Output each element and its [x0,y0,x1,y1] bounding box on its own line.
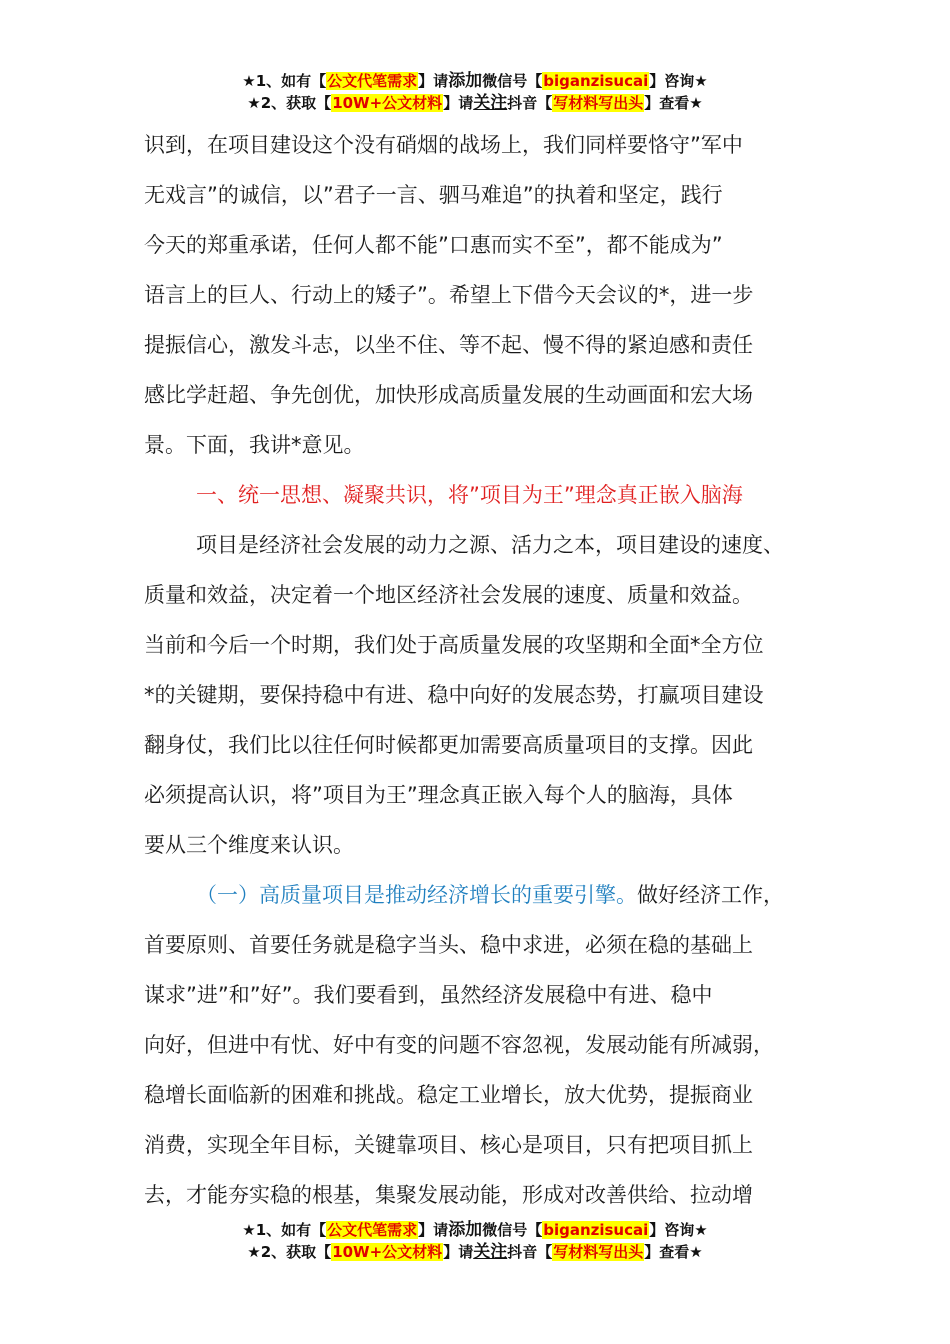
banner-line-1: ★1、如有【公文代笔需求】请添加微信号【biganzisucai】咨询★ [242,71,708,91]
text-line: 识到，在项目建设这个没有硝烟的战场上，我们同样要恪守”军中 [144,133,743,157]
highlight-service: 公文代笔需求 [327,72,418,90]
banner-line-2: ★2、获取【10W+公文材料】请关注抖音【写材料写出头】查看★ [247,1242,703,1262]
subsection-line: （一）高质量项目是推动经济增长的重要引擎。做好经济工作， [196,883,784,907]
text-line: 谋求”进”和”好”。我们要看到，虽然经济发展稳中有进、稳中 [144,983,713,1007]
highlight-service: 公文代笔需求 [327,1221,418,1239]
banner-top [0,70,950,114]
highlight-wechat-id: biganzisucai [543,1221,649,1239]
text-line: 感比学赶超、争先创优，加快形成高质量发展的生动画面和宏大场 [144,383,753,407]
highlight-materials: 10W+公文材料 [332,94,443,112]
text-line: 提振信心，激发斗志，以坐不住、等不起、慢不得的紧迫感和责任 [144,333,753,357]
text-line: 稳增长面临新的困难和挑战。稳定工业增长，放大优势，提振商业 [144,1083,753,1107]
text-line: 去，才能夯实稳的根基，集聚发展动能，形成对改善供给、拉动增 [144,1183,753,1207]
text-line: 质量和效益，决定着一个地区经济社会发展的速度、质量和效益。 [144,583,753,607]
text-line: 要从三个维度来认识。 [144,833,354,857]
text-line: 向好，但进中有忧、好中有变的问题不容忽视，发展动能有所减弱， [144,1033,774,1057]
subsection-heading-1: （一）高质量项目是推动经济增长的重要引擎。 [196,883,637,907]
banner-line-2: ★2、获取【10W+公文材料】请关注抖音【写材料写出头】查看★ [247,93,703,113]
text-line: 今天的郑重承诺，任何人都不能”口惠而实不至”，都不能成为” [144,233,723,257]
banner-bottom [0,1219,950,1263]
text-line: 景。下面，我讲*意见。 [144,433,365,457]
text-line: 消费，实现全年目标，关键靠项目、核心是项目，只有把项目抓上 [144,1133,753,1157]
text-line: *的关键期，要保持稳中有进、稳中向好的发展态势，打赢项目建设 [144,683,764,707]
text-line: 首要原则、首要任务就是稳字当头、稳中求进，必须在稳的基础上 [144,933,753,957]
banner-line-1: ★1、如有【公文代笔需求】请添加微信号【biganzisucai】咨询★ [242,1220,708,1240]
text-line: 项目是经济社会发展的动力之源、活力之本，项目建设的速度、 [196,533,784,557]
highlight-douyin: 写材料写出头 [553,1243,644,1261]
text-line: 翻身仗，我们比以往任何时候都更加需要高质量项目的支撑。因此 [144,733,753,757]
section-heading-1: 一、统一思想、凝聚共识，将”项目为王”理念真正嵌入脑海 [196,483,743,507]
document-body [144,124,808,1224]
text-line: 当前和今后一个时期，我们处于高质量发展的攻坚期和全面*全方位 [144,633,764,657]
highlight-douyin: 写材料写出头 [553,94,644,112]
highlight-materials: 10W+公文材料 [332,1243,443,1261]
text-line: 必须提高认识，将”项目为王”理念真正嵌入每个人的脑海，具体 [144,783,733,807]
text-line: 语言上的巨人、行动上的矮子”。希望上下借今天会议的*，进一步 [144,283,754,307]
highlight-wechat-id: biganzisucai [543,72,649,90]
text-line: 无戏言”的诚信，以”君子一言、驷马难追”的执着和坚定，践行 [144,183,723,207]
